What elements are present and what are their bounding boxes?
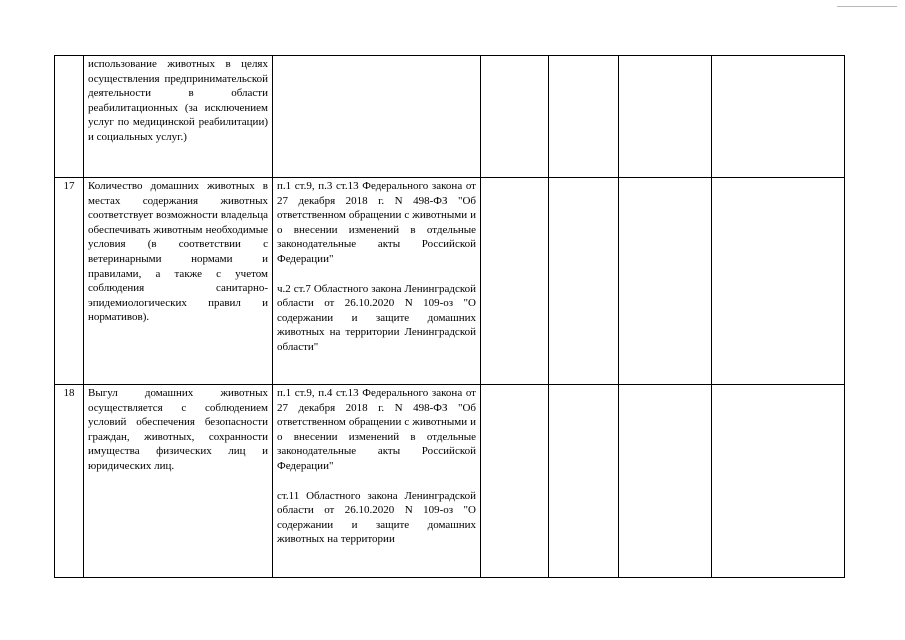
empty-cell	[619, 56, 712, 178]
requirement-text: Количество домашних животных в местах содержания животных соответствует возможности владельца обеспечивать животным необходимые условия (в соответствии с ветеринарными нормами и правилами, а также с учетом соблюдения санитарно-эпидемиологических правил и нормативов).	[88, 180, 268, 324]
empty-cell	[481, 56, 549, 178]
empty-cell	[481, 385, 549, 578]
table-row	[55, 56, 845, 178]
row-number	[55, 56, 84, 178]
empty-cell	[619, 385, 712, 578]
requirement-text: Выгул домашних животных осуществляется с соблюдением условий обеспечения безопасности граждан, животных, сохранности имущества физических лиц и юридических лиц.	[88, 387, 268, 472]
reference-cell	[273, 56, 481, 178]
table-row	[55, 178, 845, 385]
reference-cell	[273, 385, 481, 578]
reference-text: ч.2 ст.7 Областного закона Ленинградской области от 26.10.2020 N 109-оз "О содержании и защите домашних животных на территории Ленинградской области"	[277, 282, 476, 353]
empty-cell	[549, 56, 619, 178]
reference-text: ст.11 Областного закона Ленинградской области от 26.10.2020 N 109-оз "О содержании и защите домашних животных на территории	[277, 489, 476, 546]
requirement-cell	[84, 56, 273, 178]
reference-cell	[273, 178, 481, 385]
scan-edge-mark	[837, 0, 897, 7]
empty-cell	[712, 56, 845, 178]
reference-text: п.1 ст.9, п.3 ст.13 Федерального закона от 27 декабря 2018 г. N 498-ФЗ "Об ответственном обращении с животными и о внесении изменений в отдельные законодательные акты Российской Федерации"	[277, 180, 476, 265]
row-number: 18	[55, 385, 84, 578]
table-row	[55, 385, 845, 578]
empty-cell	[619, 178, 712, 385]
reference-text: п.1 ст.9, п.4 ст.13 Федерального закона от 27 декабря 2018 г. N 498-ФЗ "Об ответственном обращении с животными и о внесении изменений в отдельные законодательные акты Российской Федерации"	[277, 387, 476, 472]
empty-cell	[549, 385, 619, 578]
row-number: 17	[55, 178, 84, 385]
empty-cell	[712, 385, 845, 578]
empty-cell	[712, 178, 845, 385]
empty-cell	[481, 178, 549, 385]
checklist-table	[54, 55, 845, 578]
empty-cell	[549, 178, 619, 385]
requirement-cell	[84, 178, 273, 385]
requirement-cell	[84, 385, 273, 578]
requirement-text: использование животных в целях осуществления предпринимательской деятельности в области реабилитационных (за исключением услуг по медицинской реабилитации) и социальных услуг.)	[88, 58, 268, 143]
